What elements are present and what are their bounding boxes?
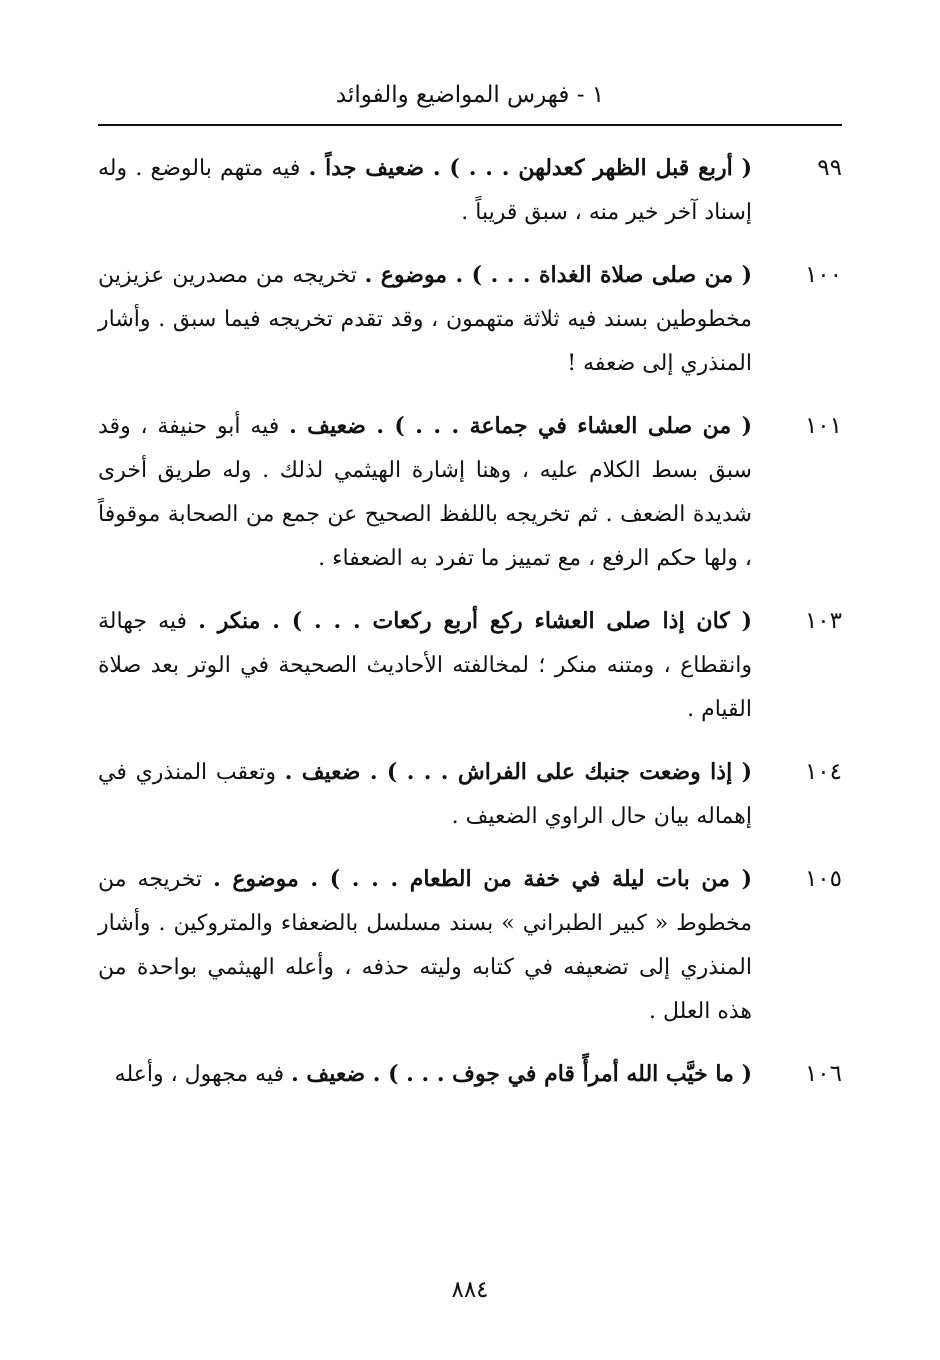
- entry-104: [98, 750, 842, 839]
- commentary-text: فيه متهم بالوضع . وله إسناد آخر خير منه ، سبق قريباً .: [98, 156, 752, 225]
- hadith-text: ( إذا وضعت جنبك على الفراش . . . ) . ضعيف .: [284, 759, 752, 785]
- commentary-text: وتعقب المنذري في إهماله بيان حال الراوي الضعيف .: [98, 760, 752, 829]
- commentary-text: تخريجه من مصدرين عزيزين مخطوطين بسند فيه ثلاثة متهمون ، وقد تقدم تخريجه فيما سبق . وأشار المنذري إلى ضعفه !: [98, 263, 752, 376]
- entry-number: ١٠٣: [804, 608, 842, 634]
- entry-body: [98, 146, 752, 235]
- hadith-text: ( من صلى صلاة الغداة . . . ) . موضوع .: [364, 262, 753, 288]
- entry-number: ٩٩: [817, 155, 842, 181]
- hadith-text: ( من صلى العشاء في جماعة . . . ) . ضعيف .: [289, 413, 752, 439]
- entry-body: [98, 1052, 752, 1097]
- commentary-text: فيه مجهول ، وأعله: [114, 1062, 292, 1087]
- entry-99: [98, 146, 842, 235]
- entry-100: [98, 253, 842, 386]
- entry-body: [98, 857, 752, 1034]
- entries-list: [98, 146, 842, 1115]
- hadith-text: ( من بات ليلة في خفة من الطعام . . . ) . موضوع .: [213, 866, 752, 892]
- entry-body: [98, 404, 752, 581]
- page-number: ٨٨٤: [451, 1277, 489, 1303]
- commentary-text: تخريجه من مخطوط « كبير الطبراني » بسند مسلسل بالضعفاء والمتروكين . وأشار المنذري إلى تضعيفه في كتابه وليته حذفه ، وأعله الهيثمي بواحدة من هذه العلل .: [98, 867, 752, 1024]
- entry-105: [98, 857, 842, 1034]
- hadith-text: ( أربع قبل الظهر كعدلهن . . . ) . ضعيف جداً .: [308, 155, 752, 181]
- running-header: ١ - فهرس المواضيع والفوائد: [335, 82, 605, 108]
- entry-103: [98, 599, 842, 732]
- commentary-text: فيه أبو حنيفة ، وقد سبق بسط الكلام عليه ، وهنا إشارة الهيثمي لذلك . وله طريق أخرى شديدة الضعف . ثم تخريجه باللفظ الصحيح عن جمع من الصحابة موقوفاً ، ولها حكم الرفع ، مع تمييز ما تفرد به الضعفاء .: [98, 414, 752, 571]
- entry-101: [98, 404, 842, 581]
- entry-body: [98, 599, 752, 732]
- entry-body: [98, 750, 752, 839]
- commentary-text: فيه جهالة وانقطاع ، ومتنه منكر ؛ لمخالفته الأحاديث الصحيحة في الوتر بعد صلاة القيام .: [98, 609, 752, 722]
- entry-number: ١٠٠: [804, 262, 842, 288]
- entry-106: [98, 1052, 842, 1097]
- entry-number: ١٠٥: [804, 866, 842, 892]
- header-rule: [98, 124, 842, 126]
- hadith-text: ( كان إذا صلى العشاء ركع أربع ركعات . . . ) . منكر .: [198, 608, 752, 634]
- entry-body: [98, 253, 752, 386]
- entry-number: ١٠١: [804, 413, 842, 439]
- entry-number: ١٠٤: [804, 759, 842, 785]
- hadith-text: ( ما خيَّب الله أمرأً قام في جوف . . . ) . ضعيف .: [291, 1061, 752, 1087]
- entry-number: ١٠٦: [804, 1061, 842, 1087]
